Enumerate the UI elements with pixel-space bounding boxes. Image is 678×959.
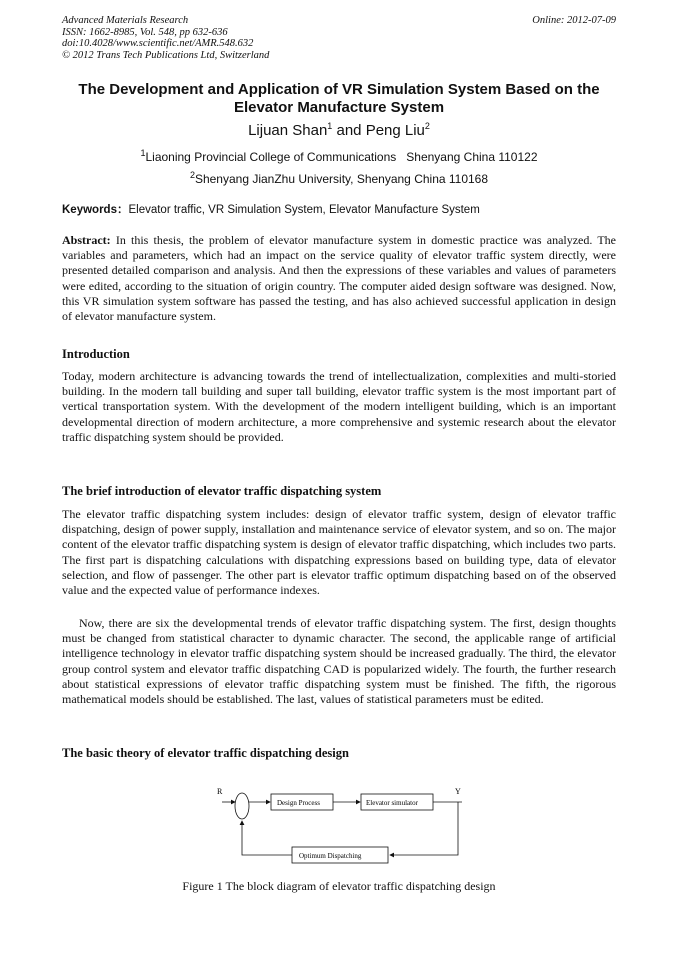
issn-line: ISSN: 1662-8985, Vol. 548, pp 632-636 xyxy=(62,26,228,38)
abstract-label: Abstract: xyxy=(62,233,111,247)
online-date: Online: 2012-07-09 xyxy=(532,15,616,26)
affiliation-2-text: Shenyang JianZhu University, Shenyang China 110168 xyxy=(194,172,489,186)
figure-caption: Figure 1 The block diagram of elevator traffic dispatching design xyxy=(182,879,496,893)
abstract-text: In this thesis, the problem of elevator manufacture system in domestic practice was analyzed. The variables and parameters, which had an impact on the service quality of elevator traffic system directly, were presented detailed comparison and analysis. And then the expressions of these variables and values of parameters were edited, according to the situation of origin country. The computer aided design software was designed. Now, this VR simulation system software has passed the testing, and has also achieved successful application in design of elevator manufacture system. xyxy=(62,233,616,324)
keywords xyxy=(62,201,616,217)
affiliation-2 xyxy=(62,172,616,186)
affiliation-2-sup: 2 xyxy=(189,170,195,180)
author-2-sup: 2 xyxy=(424,121,430,131)
author-2: Peng Liu xyxy=(365,122,425,139)
author-and: and xyxy=(332,122,366,139)
affiliation-1 xyxy=(62,150,616,164)
feedback-line-left xyxy=(242,821,292,855)
affiliation-1-text: Liaoning Provincial College of Communications Shenyang China 110122 xyxy=(145,150,538,164)
keywords-label: Keywords： xyxy=(62,204,129,216)
basic-theory-heading: The basic theory of elevator traffic dispatching design xyxy=(62,746,349,760)
author-1-sup: 1 xyxy=(327,121,333,131)
intro-paragraph: Today, modern architecture is advancing towards the trend of intellectualization, complexities and multi-storied building. In the modern tall building and super tall building, elevator traffic system is the most important part of vertical transportation system. With the development of the modern intelligent building, which is an important developmental direction of modern architecture, a more comprehensive and systemic research about the elevator traffic dispatching system should be provided. xyxy=(62,369,616,444)
author-line xyxy=(62,122,616,139)
intro-heading: Introduction xyxy=(62,347,130,361)
brief-heading: The brief introduction of elevator traffic dispatching system xyxy=(62,484,382,498)
output-label-y: Y xyxy=(455,787,461,796)
brief-paragraph-1: The elevator traffic dispatching system includes: design of elevator traffic system, design of elevator traffic dispatching, design of power supply, installation and maintenance service of elevator system, and so on. The major content of the elevator traffic dispatching system is design of elevator traffic dispatching, which includes two parts. The first part is dispatching calculations with dispatching expressions based on building type, data of elevator selection, and flow of passenger. The other part is elevator traffic optimum dispatching based on of the observed value and the expected value of performance indexes. xyxy=(62,507,616,598)
input-label-r: R xyxy=(217,787,223,796)
copyright-line: © 2012 Trans Tech Publications Ltd, Switzerland xyxy=(62,49,270,61)
journal-name: Advanced Materials Research xyxy=(62,15,189,26)
elevator-simulator-label: Elevator simulator xyxy=(366,799,418,807)
affiliation-1-sup: 1 xyxy=(140,148,146,158)
optimum-dispatching-label: Optimum Dispatching xyxy=(299,852,362,860)
keywords-text: Elevator traffic, VR Simulation System, Elevator Manufacture System xyxy=(128,204,480,216)
design-process-label: Design Process xyxy=(277,799,320,807)
author-1: Lijuan Shan xyxy=(248,122,328,139)
journal-header xyxy=(62,15,269,61)
abstract xyxy=(62,233,616,324)
summing-junction xyxy=(235,793,249,819)
block-diagram xyxy=(200,780,480,870)
paper-title: The Development and Application of VR Simulation System Based on the Elevator Manufacture System xyxy=(78,81,600,116)
doi-line: doi:10.4028/www.scientific.net/AMR.548.632 xyxy=(62,38,254,49)
brief-paragraph-2: Now, there are six the developmental trends of elevator traffic dispatching system. The first, design thoughts must be changed from statistical character to dynamic character. The second, the applicable range of artificial intelligence technology in elevator traffic dispatching system should be increased gradually. The third, the elevator group control system and elevator traffic dispatching CAD is popularized widely. The fourth, the further research about statistical expressions of elevator traffic dispatching system must be finished. The fifth, the rigorous mathematical models should be established. The last, values of statistical parameters must be edited. xyxy=(62,616,616,707)
